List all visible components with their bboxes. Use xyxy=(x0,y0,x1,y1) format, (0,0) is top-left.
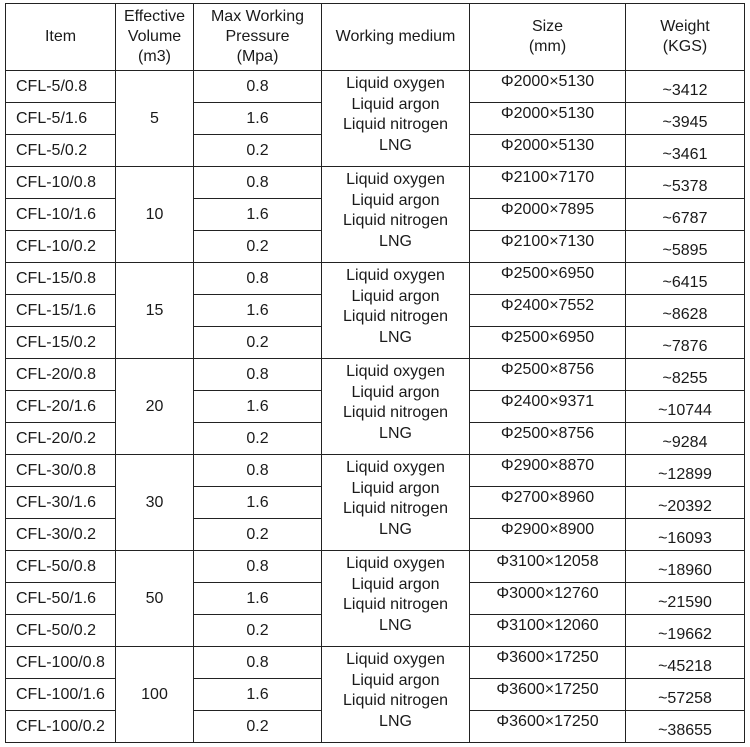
working-medium-line: Liquid argon xyxy=(351,575,440,593)
working-medium-line: Liquid oxygen xyxy=(346,651,445,668)
header-volume-line: (m3) xyxy=(138,48,171,65)
pressure-cell: 0.2 xyxy=(194,711,322,743)
item-cell: CFL-30/0.2 xyxy=(6,519,116,551)
pressure-cell: 0.8 xyxy=(194,71,322,103)
size-cell: Φ3600×17250 xyxy=(470,711,626,743)
working-medium-line: Liquid argon xyxy=(351,287,440,305)
item-cell: CFL-30/1.6 xyxy=(6,487,116,519)
volume-cell: 15 xyxy=(116,263,194,359)
working-medium-line: Liquid oxygen xyxy=(346,267,445,284)
working-medium-line: Liquid nitrogen xyxy=(343,692,448,709)
size-cell: Φ3600×17250 xyxy=(470,679,626,711)
item-cell: CFL-5/0.8 xyxy=(6,71,116,103)
table-row xyxy=(6,71,745,103)
weight-cell: ~3945 xyxy=(626,103,745,135)
weight-cell: ~21590 xyxy=(626,583,745,615)
working-medium-cell xyxy=(322,263,470,359)
working-medium-line: Liquid nitrogen xyxy=(343,212,448,229)
size-cell: Φ3000×12760 xyxy=(470,583,626,615)
pressure-cell: 1.6 xyxy=(194,487,322,519)
working-medium-line: Liquid oxygen xyxy=(346,459,445,476)
working-medium-line: LNG xyxy=(379,232,412,250)
pressure-cell: 1.6 xyxy=(194,583,322,615)
size-cell: Φ2500×6950 xyxy=(470,263,626,295)
pressure-cell: 0.8 xyxy=(194,647,322,679)
item-cell: CFL-100/1.6 xyxy=(6,679,116,711)
working-medium-line: Liquid oxygen xyxy=(346,363,445,380)
header-volume-line: Effective xyxy=(123,8,186,25)
item-cell: CFL-15/0.2 xyxy=(6,327,116,359)
spec-table-body xyxy=(6,71,745,743)
header-medium xyxy=(322,4,470,71)
pressure-cell: 0.2 xyxy=(194,519,322,551)
size-cell: Φ2100×7170 xyxy=(470,167,626,199)
header-weight-line: Weight xyxy=(660,18,710,35)
size-cell: Φ3600×17250 xyxy=(470,647,626,679)
working-medium-line: Liquid nitrogen xyxy=(343,500,448,517)
working-medium-line: Liquid argon xyxy=(351,671,440,689)
item-cell: CFL-15/1.6 xyxy=(6,295,116,327)
pressure-cell: 0.2 xyxy=(194,135,322,167)
working-medium-cell xyxy=(322,551,470,647)
header-volume-line: Volume xyxy=(127,28,182,45)
table-row xyxy=(6,167,745,199)
working-medium-cell xyxy=(322,359,470,455)
working-medium-cell xyxy=(322,167,470,263)
pressure-cell: 0.8 xyxy=(194,359,322,391)
weight-cell: ~3412 xyxy=(626,71,745,103)
header-pressure xyxy=(194,4,322,71)
working-medium-line: Liquid argon xyxy=(351,479,440,497)
item-cell: CFL-20/0.2 xyxy=(6,423,116,455)
size-cell: Φ2500×8756 xyxy=(470,423,626,455)
size-cell: Φ2900×8900 xyxy=(470,519,626,551)
weight-cell: ~8255 xyxy=(626,359,745,391)
size-cell: Φ2500×6950 xyxy=(470,327,626,359)
table-row xyxy=(6,263,745,295)
working-medium-line: Liquid argon xyxy=(351,383,440,401)
working-medium-line: LNG xyxy=(379,712,412,730)
item-cell: CFL-10/1.6 xyxy=(6,199,116,231)
weight-cell: ~5895 xyxy=(626,231,745,263)
item-cell: CFL-30/0.8 xyxy=(6,455,116,487)
working-medium-line: LNG xyxy=(379,136,412,154)
size-cell: Φ3100×12058 xyxy=(470,551,626,583)
item-cell: CFL-10/0.8 xyxy=(6,167,116,199)
working-medium-line: Liquid nitrogen xyxy=(343,308,448,325)
pressure-cell: 0.2 xyxy=(194,615,322,647)
size-cell: Φ2100×7130 xyxy=(470,231,626,263)
item-cell: CFL-50/0.8 xyxy=(6,551,116,583)
pressure-cell: 1.6 xyxy=(194,391,322,423)
working-medium-line: Liquid nitrogen xyxy=(343,596,448,613)
volume-cell: 100 xyxy=(116,647,194,743)
working-medium-line: Liquid argon xyxy=(351,95,440,113)
volume-cell: 10 xyxy=(116,167,194,263)
header-pressure-line: Pressure xyxy=(225,28,290,45)
header-item xyxy=(6,4,116,71)
pressure-cell: 0.8 xyxy=(194,263,322,295)
working-medium-line: Liquid nitrogen xyxy=(343,404,448,421)
working-medium-cell xyxy=(322,71,470,167)
item-cell: CFL-5/0.2 xyxy=(6,135,116,167)
volume-cell: 30 xyxy=(116,455,194,551)
header-volume xyxy=(116,4,194,71)
size-cell: Φ2400×7552 xyxy=(470,295,626,327)
pressure-cell: 1.6 xyxy=(194,199,322,231)
weight-cell: ~5378 xyxy=(626,167,745,199)
weight-cell: ~19662 xyxy=(626,615,745,647)
pressure-cell: 0.2 xyxy=(194,423,322,455)
working-medium-line: LNG xyxy=(379,424,412,442)
item-cell: CFL-10/0.2 xyxy=(6,231,116,263)
item-cell: CFL-20/1.6 xyxy=(6,391,116,423)
volume-cell: 50 xyxy=(116,551,194,647)
header-size-line: (mm) xyxy=(528,38,567,55)
working-medium-line: LNG xyxy=(379,520,412,538)
working-medium-line: LNG xyxy=(379,328,412,346)
pressure-cell: 1.6 xyxy=(194,103,322,135)
working-medium-line: Liquid oxygen xyxy=(346,75,445,92)
pressure-cell: 0.8 xyxy=(194,455,322,487)
pressure-cell: 0.2 xyxy=(194,327,322,359)
item-cell: CFL-15/0.8 xyxy=(6,263,116,295)
header-weight-line: (KGS) xyxy=(662,38,708,55)
header-size xyxy=(470,4,626,71)
size-cell: Φ2900×8870 xyxy=(470,455,626,487)
spec-table xyxy=(5,3,745,743)
size-cell: Φ2400×9371 xyxy=(470,391,626,423)
working-medium-line: LNG xyxy=(379,616,412,634)
table-row xyxy=(6,455,745,487)
working-medium-line: Liquid nitrogen xyxy=(343,116,448,133)
weight-cell: ~9284 xyxy=(626,423,745,455)
table-row xyxy=(6,359,745,391)
pressure-cell: 0.2 xyxy=(194,231,322,263)
size-cell: Φ2000×5130 xyxy=(470,103,626,135)
pressure-cell: 0.8 xyxy=(194,551,322,583)
volume-cell: 5 xyxy=(116,71,194,167)
table-row xyxy=(6,647,745,679)
table-row xyxy=(6,551,745,583)
header-size-line: Size xyxy=(531,18,564,35)
working-medium-line: Liquid oxygen xyxy=(346,555,445,572)
volume-cell: 20 xyxy=(116,359,194,455)
weight-cell: ~57258 xyxy=(626,679,745,711)
weight-cell: ~10744 xyxy=(626,391,745,423)
working-medium-line: Liquid argon xyxy=(351,191,440,209)
weight-cell: ~16093 xyxy=(626,519,745,551)
working-medium-line: Liquid oxygen xyxy=(346,171,445,188)
size-cell: Φ2000×5130 xyxy=(470,71,626,103)
item-cell: CFL-20/0.8 xyxy=(6,359,116,391)
item-cell: CFL-50/0.2 xyxy=(6,615,116,647)
item-cell: CFL-100/0.8 xyxy=(6,647,116,679)
weight-cell: ~20392 xyxy=(626,487,745,519)
header-pressure-line: Max Working xyxy=(210,8,305,25)
size-cell: Φ2000×7895 xyxy=(470,199,626,231)
header-medium-line: Working medium xyxy=(335,28,456,45)
item-cell: CFL-50/1.6 xyxy=(6,583,116,615)
weight-cell: ~38655 xyxy=(626,711,745,743)
weight-cell: ~6415 xyxy=(626,263,745,295)
weight-cell: ~7876 xyxy=(626,327,745,359)
item-cell: CFL-100/0.2 xyxy=(6,711,116,743)
working-medium-cell xyxy=(322,647,470,743)
pressure-cell: 1.6 xyxy=(194,295,322,327)
weight-cell: ~18960 xyxy=(626,551,745,583)
weight-cell: ~8628 xyxy=(626,295,745,327)
size-cell: Φ2500×8756 xyxy=(470,359,626,391)
header-row xyxy=(6,4,745,71)
pressure-cell: 1.6 xyxy=(194,679,322,711)
size-cell: Φ3100×12060 xyxy=(470,615,626,647)
item-cell: CFL-5/1.6 xyxy=(6,103,116,135)
weight-cell: ~45218 xyxy=(626,647,745,679)
weight-cell: ~3461 xyxy=(626,135,745,167)
weight-cell: ~6787 xyxy=(626,199,745,231)
header-pressure-line: (Mpa) xyxy=(236,48,279,65)
working-medium-cell xyxy=(322,455,470,551)
size-cell: Φ2700×8960 xyxy=(470,487,626,519)
weight-cell: ~12899 xyxy=(626,455,745,487)
pressure-cell: 0.8 xyxy=(194,167,322,199)
header-item-line: Item xyxy=(44,28,77,45)
size-cell: Φ2000×5130 xyxy=(470,135,626,167)
header-weight xyxy=(626,4,745,71)
